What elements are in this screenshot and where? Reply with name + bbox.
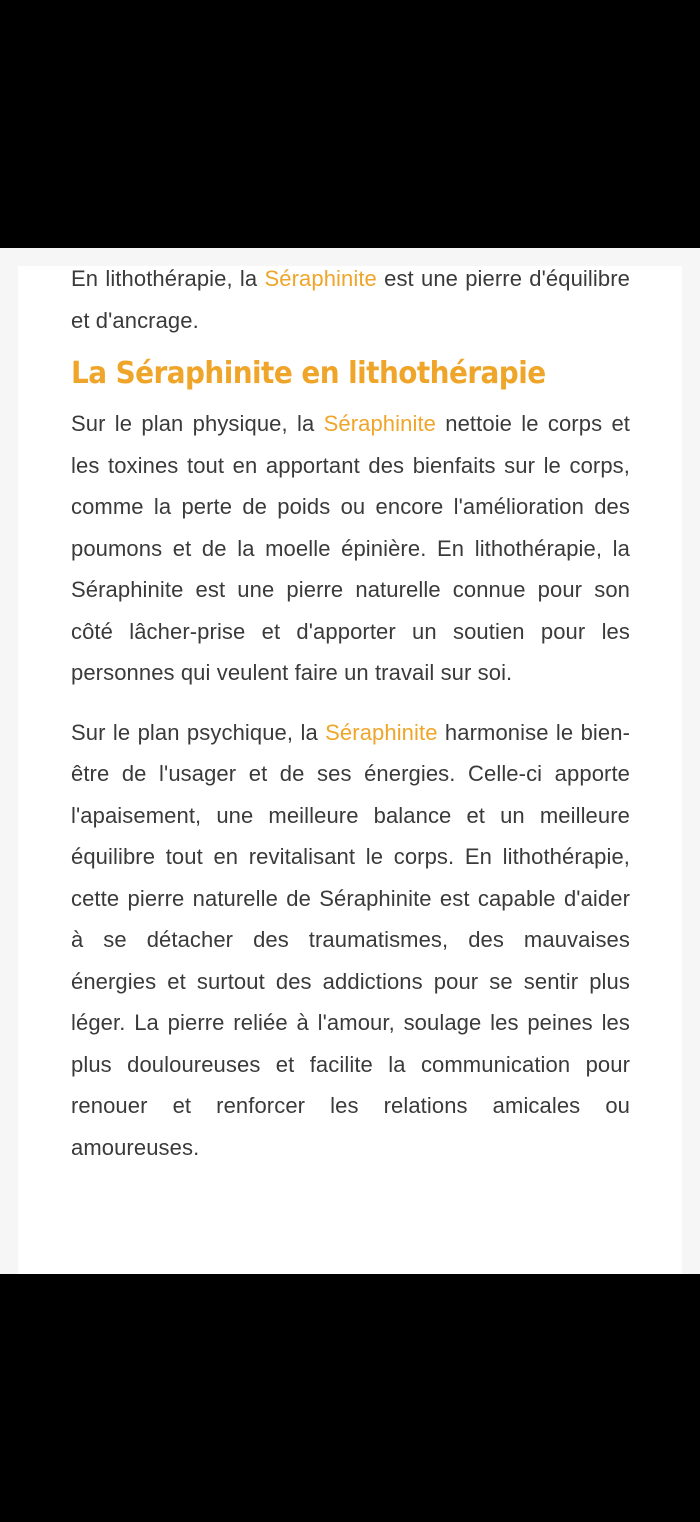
physical-text-after: nettoie le corps et les toxines tout en apportant des bienfaits sur le corps, comme la perte de poids ou encore l'amélioration des poumons et de la moelle épinière. En lithothérapie, la Séraphinite est une pierre naturelle connue pour son côté lâcher-prise et d'apporter un soutien pour les personnes qui veulent faire un travail sur soi. [71, 411, 630, 685]
intro-paragraph [71, 258, 630, 341]
top-letterbox [0, 0, 700, 248]
psychic-text-before: Sur le plan psychique, la [71, 719, 326, 745]
physical-text-before: Sur le plan physique, la [71, 411, 324, 436]
bottom-letterbox [0, 1274, 700, 1522]
psychic-paragraph [71, 712, 630, 1169]
seraphinite-link[interactable]: Séraphinite [264, 266, 377, 291]
seraphinite-link[interactable]: Séraphinite [323, 411, 436, 436]
intro-text-before: En lithothérapie, la [71, 266, 265, 291]
article-content [71, 258, 630, 1168]
seraphinite-link[interactable]: Séraphinite [325, 719, 438, 745]
psychic-text-after: harmonise le bien-être de l'usager et de ses énergies. Celle-ci apporte l'apaisement, une meilleure balance et un meilleure équilibre tout en revitalisant le corps. En lithothérapie, cette pierre naturelle de Séraphinite est capable d'aider à se détacher des traumatismes, des mauvaises énergies et surtout des addictions pour se sentir plus léger. La pierre reliée à l'amour, soulage les peines les plus douloureuses et facilite la communication pour renouer et renforcer les relations amicales ou amoureuses. [71, 719, 630, 1160]
section-heading: La Séraphinite en lithothérapie [71, 356, 546, 391]
physical-paragraph [71, 403, 630, 694]
intro-text-after: est une pierre d'équilibre et d'ancrage. [71, 266, 630, 333]
